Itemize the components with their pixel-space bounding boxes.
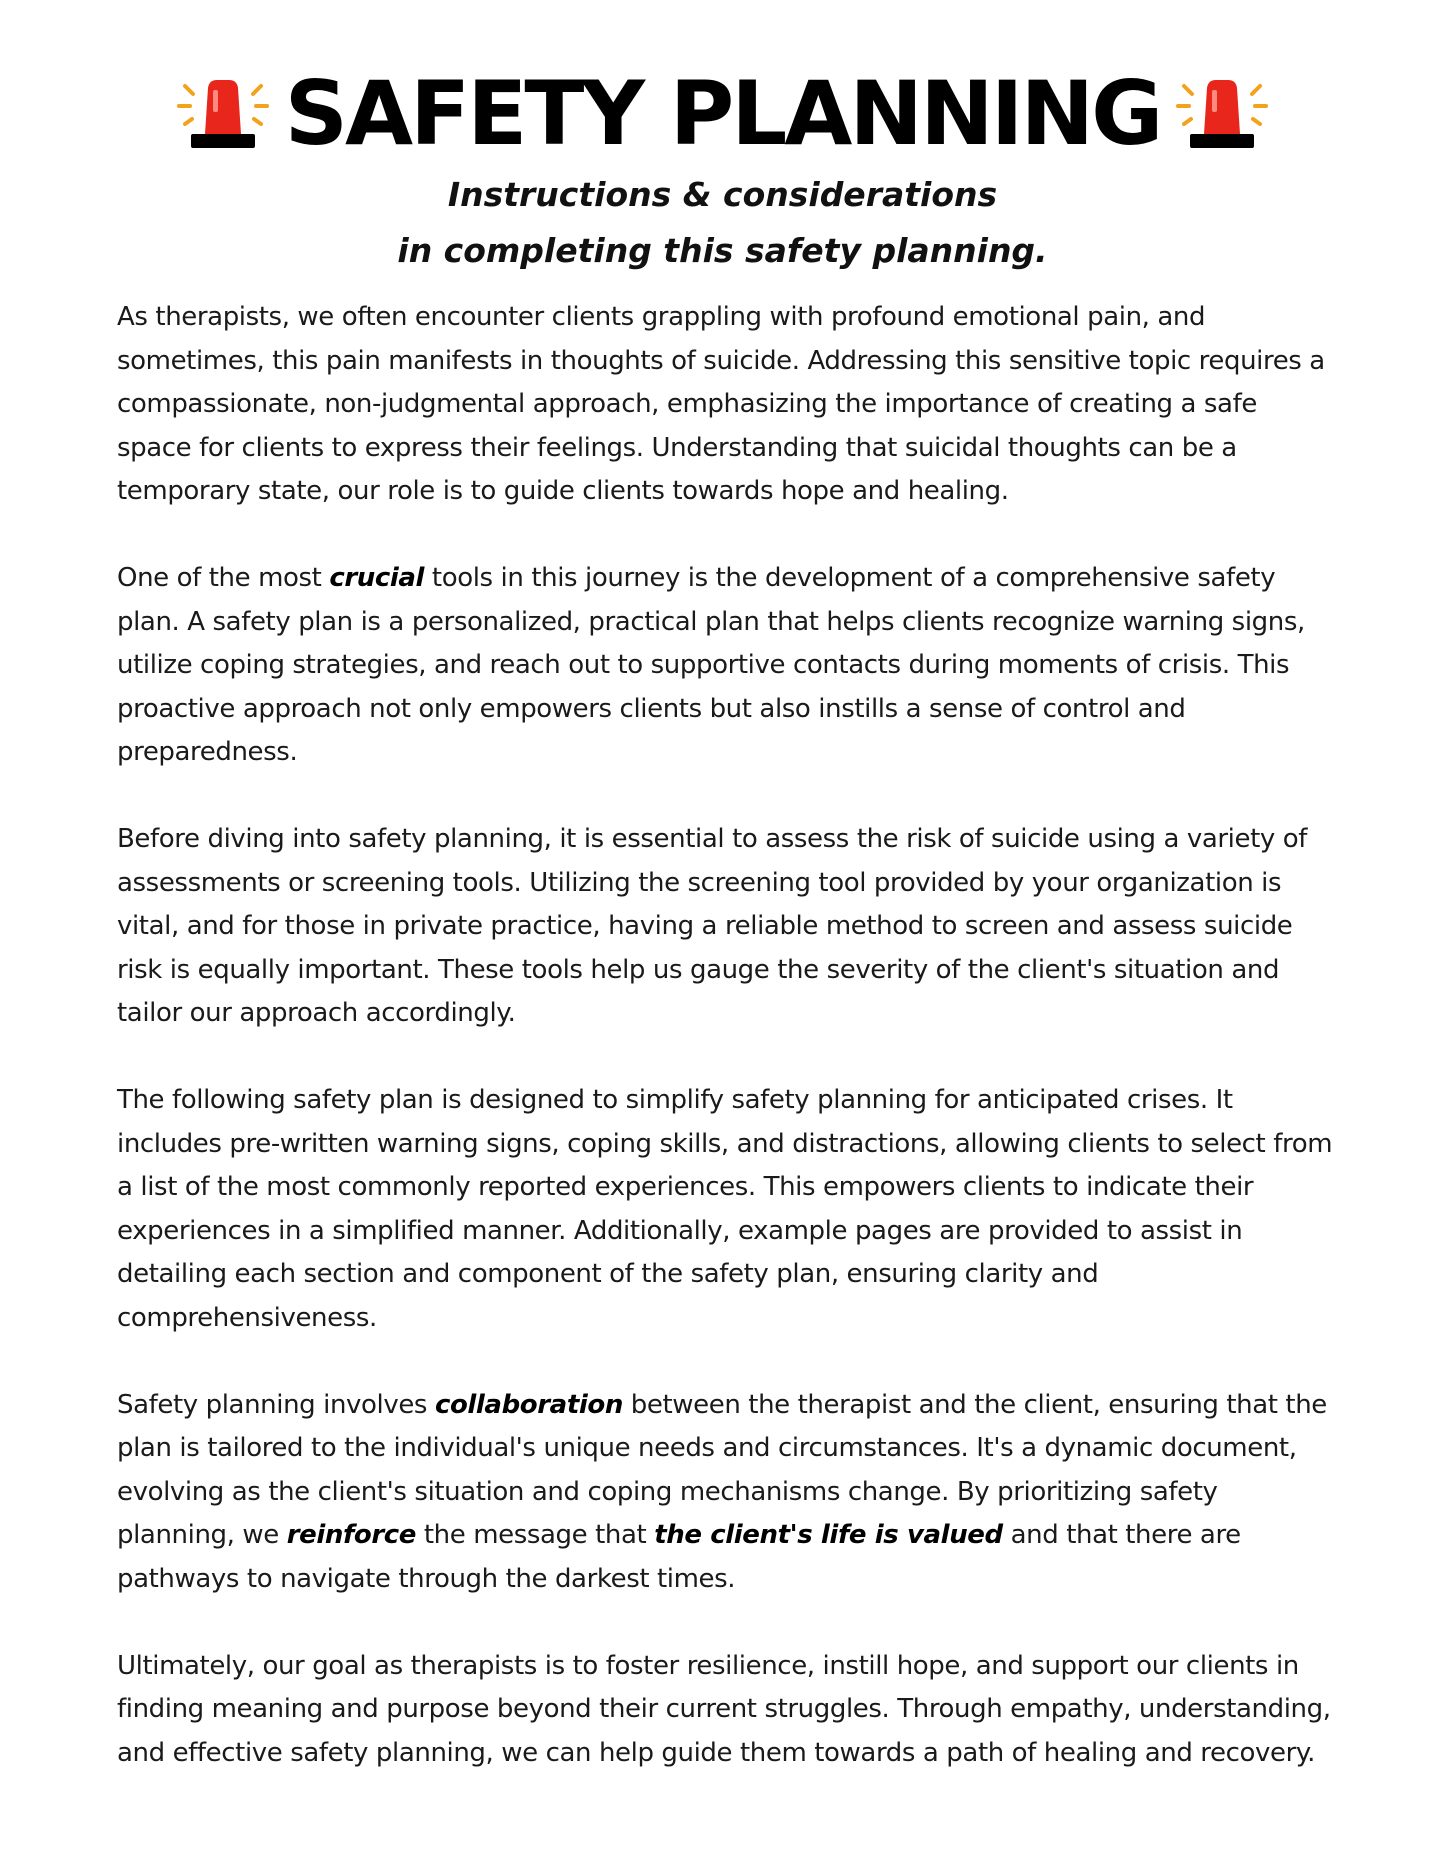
- paragraph-collaboration: [117, 1384, 1337, 1602]
- emphasis-life-valued: the client's life is valued: [654, 1520, 1003, 1550]
- text-segment: between the therapist and the client, ensuring that the plan is tailored to the individual's unique needs and circumstances. It's a dynamic document, evolving as the client's situation and coping mechanisms change. By prioritizing safety planning, we: [117, 1389, 1327, 1550]
- text-segment: Safety planning involves: [117, 1389, 435, 1420]
- paragraph-conclusion: Ultimately, our goal as therapists is to foster resilience, instill hope, and support our clients in finding meaning and purpose beyond their current struggles. Through empathy, understanding, and effective safety planning, we can help guide them towards a path of healing and recovery.: [117, 1650, 1331, 1768]
- page-title: SAFETY PLANNING: [284, 62, 1161, 165]
- siren-icon: [1174, 72, 1270, 156]
- body-text: [117, 296, 1337, 1819]
- emphasis-collaboration: collaboration: [434, 1389, 623, 1420]
- text-segment: One of the most: [117, 563, 330, 593]
- header: [0, 62, 1445, 166]
- paragraph-plan-design: The following safety plan is designed to simplify safety planning for anticipated crises. It includes pre-written warning signs, coping skills, and distractions, allowing clients to select from a list of the most commonly reported experiences. This empowers clients to indicate their experiences in a simplified manner. Additionally, example pages are provided to assist in detailing each section and component of the safety plan, ensuring clarity and comprehensiveness.: [117, 1085, 1333, 1333]
- text-segment: the message that: [416, 1520, 655, 1550]
- text-segment: tools in this journey is the development of a comprehensive safety plan. A safety plan is a personalized, practical plan that helps clients recognize warning signs, utilize coping strategies, and reach out to supportive contacts during moments of crisis. This proactive approach not only empowers clients but also instills a sense of control and preparedness.: [117, 563, 1305, 767]
- paragraph-assessment: Before diving into safety planning, it is essential to assess the risk of suicide using a variety of assessments or screening tools. Utilizing the screening tool provided by your organization is vital, and for those in private practice, having a reliable method to screen and assess suicide risk is equally important. These tools help us gauge the severity of the client's situation and tailor our approach accordingly.: [117, 824, 1308, 1028]
- siren-icon: [175, 72, 271, 156]
- paragraph-safety-plan: [117, 557, 1337, 775]
- text-segment: and that there are pathways to navigate through the darkest times.: [117, 1520, 1241, 1594]
- emphasis-reinforce: reinforce: [286, 1520, 417, 1550]
- subtitle-line-2: in completing this safety planning.: [397, 231, 1048, 270]
- paragraph-intro: As therapists, we often encounter clients grappling with profound emotional pain, and sometimes, this pain manifests in thoughts of suicide. Addressing this sensitive topic requires a compassionate, non-judgmental approach, emphasizing the importance of creating a safe space for clients to express their feelings. Understanding that suicidal thoughts can be a temporary state, our role is to guide clients towards hope and healing.: [117, 302, 1325, 506]
- subtitle-line-1: Instructions & considerations: [447, 175, 998, 214]
- emphasis-crucial: crucial: [329, 563, 425, 593]
